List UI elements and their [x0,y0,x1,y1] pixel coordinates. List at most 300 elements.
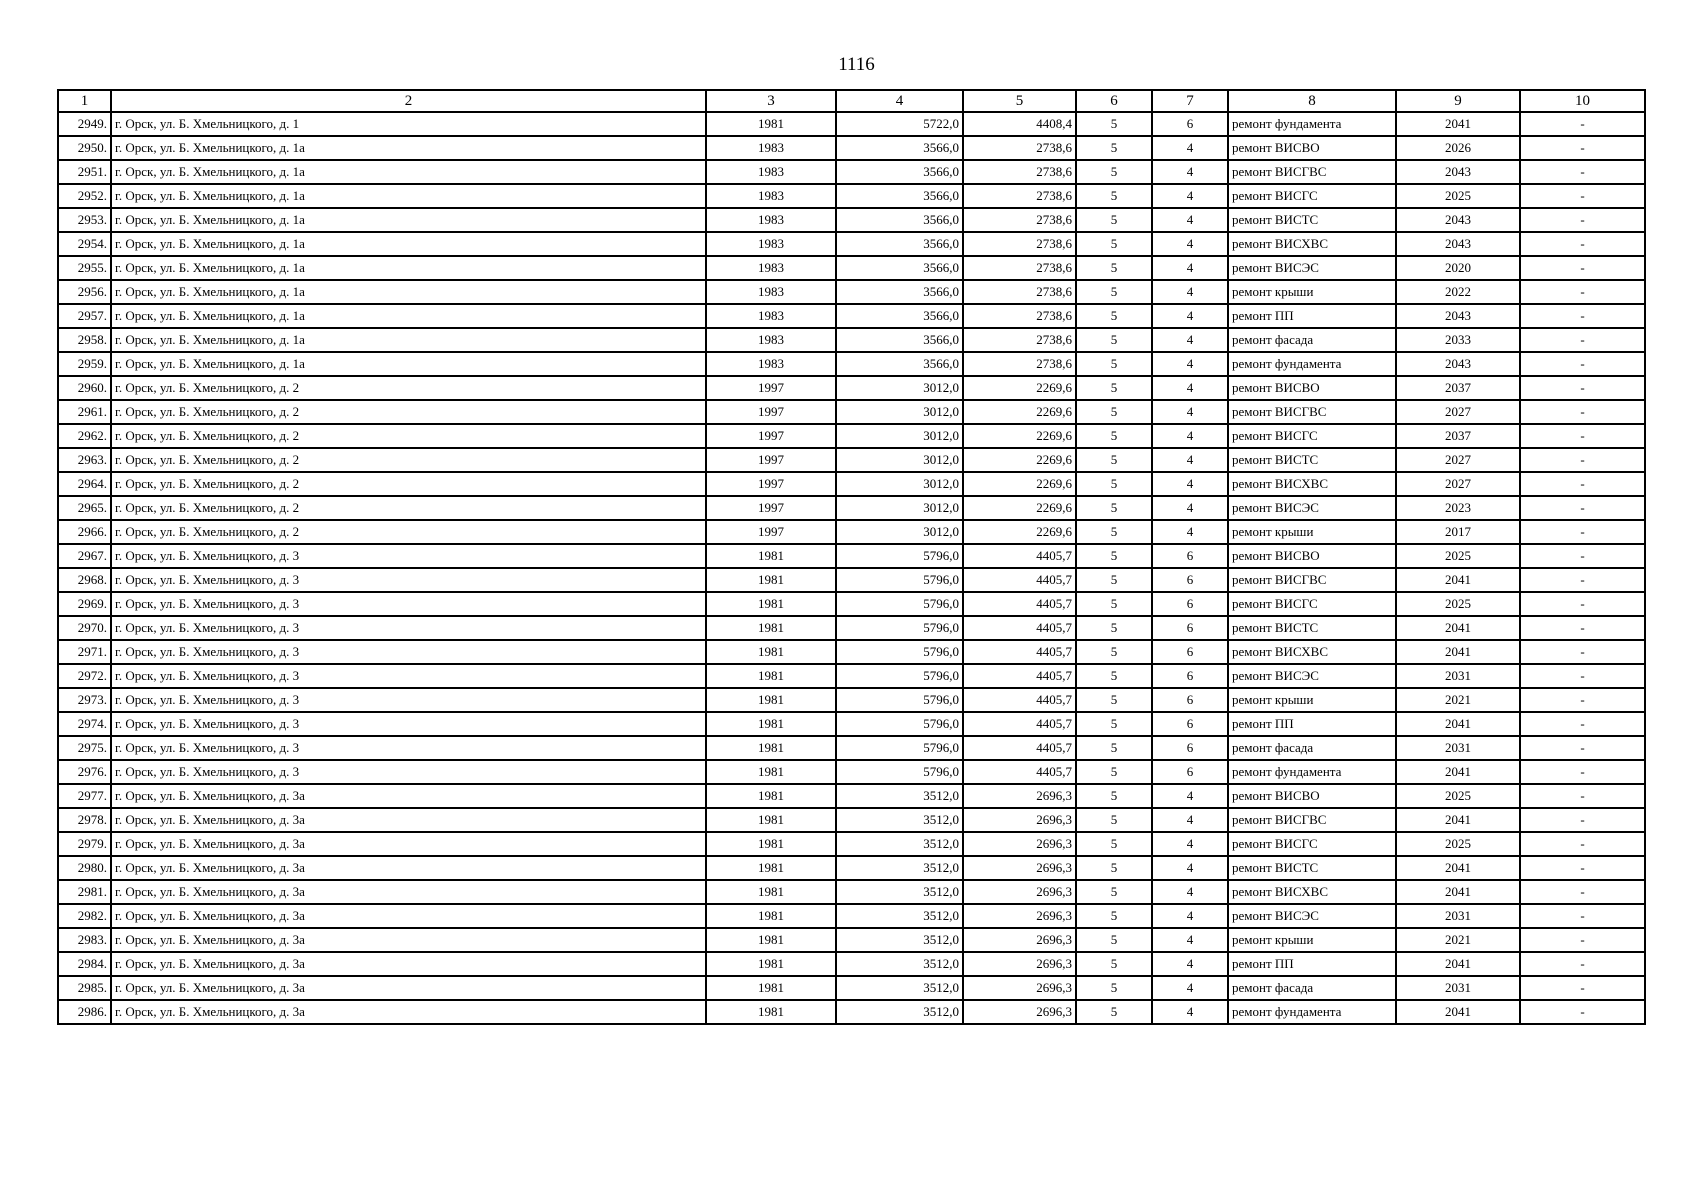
table-body [58,112,1645,1024]
cell-floors: 5 [1076,232,1152,256]
cell-row-number: 2983. [58,928,111,952]
cell-note: - [1520,232,1645,256]
cell-row-number: 2973. [58,688,111,712]
cell-floors: 5 [1076,520,1152,544]
cell-floors: 5 [1076,832,1152,856]
cell-address: г. Орск, ул. Б. Хмельницкого, д. 3 [111,592,706,616]
cell-floors: 5 [1076,1000,1152,1024]
cell-address: г. Орск, ул. Б. Хмельницкого, д. 2 [111,472,706,496]
cell-floors: 5 [1076,856,1152,880]
cell-work-type: ремонт ВИСГС [1228,184,1396,208]
cell-entrances: 4 [1152,976,1228,1000]
cell-row-number: 2969. [58,592,111,616]
cell-floors: 5 [1076,976,1152,1000]
column-header-1: 1 [58,90,111,112]
table-row [58,160,1645,184]
cell-floors: 5 [1076,208,1152,232]
cell-total-area: 3566,0 [836,352,963,376]
table-row [58,904,1645,928]
table-row [58,232,1645,256]
cell-floors: 5 [1076,688,1152,712]
cell-year-planned: 2041 [1396,568,1520,592]
cell-row-number: 2980. [58,856,111,880]
cell-address: г. Орск, ул. Б. Хмельницкого, д. 1 [111,112,706,136]
cell-floors: 5 [1076,112,1152,136]
cell-note: - [1520,112,1645,136]
table-row [58,544,1645,568]
cell-address: г. Орск, ул. Б. Хмельницкого, д. 3 [111,760,706,784]
cell-row-number: 2957. [58,304,111,328]
cell-floors: 5 [1076,376,1152,400]
data-table [57,89,1646,1025]
cell-year-planned: 2041 [1396,952,1520,976]
table-row [58,424,1645,448]
cell-address: г. Орск, ул. Б. Хмельницкого, д. 3 [111,568,706,592]
cell-year-planned: 2027 [1396,400,1520,424]
cell-row-number: 2960. [58,376,111,400]
table-row [58,736,1645,760]
cell-floors: 5 [1076,808,1152,832]
table-row [58,136,1645,160]
cell-floors: 5 [1076,760,1152,784]
cell-row-number: 2967. [58,544,111,568]
cell-address: г. Орск, ул. Б. Хмельницкого, д. 3 [111,712,706,736]
column-header-8: 8 [1228,90,1396,112]
cell-floors: 5 [1076,280,1152,304]
cell-floors: 5 [1076,712,1152,736]
column-header-9: 9 [1396,90,1520,112]
cell-floors: 5 [1076,592,1152,616]
cell-entrances: 6 [1152,712,1228,736]
cell-work-type: ремонт фундамента [1228,1000,1396,1024]
cell-build-year: 1981 [706,664,836,688]
cell-build-year: 1981 [706,568,836,592]
cell-build-year: 1981 [706,760,836,784]
cell-entrances: 4 [1152,376,1228,400]
cell-row-number: 2953. [58,208,111,232]
cell-work-type: ремонт ВИСГВС [1228,568,1396,592]
cell-floors: 5 [1076,352,1152,376]
cell-build-year: 1983 [706,280,836,304]
cell-address: г. Орск, ул. Б. Хмельницкого, д. 2 [111,520,706,544]
cell-total-area: 5796,0 [836,640,963,664]
cell-entrances: 6 [1152,736,1228,760]
cell-work-type: ремонт крыши [1228,928,1396,952]
cell-note: - [1520,688,1645,712]
cell-address: г. Орск, ул. Б. Хмельницкого, д. 1а [111,352,706,376]
cell-entrances: 4 [1152,472,1228,496]
cell-total-area: 3566,0 [836,232,963,256]
cell-note: - [1520,448,1645,472]
cell-note: - [1520,616,1645,640]
cell-build-year: 1981 [706,976,836,1000]
table-row [58,472,1645,496]
table-row [58,520,1645,544]
cell-living-area: 2696,3 [963,784,1076,808]
cell-living-area: 2696,3 [963,976,1076,1000]
table-row [58,328,1645,352]
cell-year-planned: 2041 [1396,112,1520,136]
cell-year-planned: 2043 [1396,160,1520,184]
cell-build-year: 1981 [706,688,836,712]
cell-floors: 5 [1076,784,1152,808]
cell-address: г. Орск, ул. Б. Хмельницкого, д. 1а [111,136,706,160]
cell-total-area: 3566,0 [836,328,963,352]
cell-living-area: 2738,6 [963,208,1076,232]
cell-address: г. Орск, ул. Б. Хмельницкого, д. 3а [111,976,706,1000]
cell-total-area: 3512,0 [836,1000,963,1024]
cell-note: - [1520,280,1645,304]
cell-work-type: ремонт ВИСЭС [1228,904,1396,928]
cell-floors: 5 [1076,616,1152,640]
cell-total-area: 3512,0 [836,880,963,904]
cell-build-year: 1983 [706,232,836,256]
table-row [58,208,1645,232]
cell-total-area: 3512,0 [836,784,963,808]
cell-year-planned: 2031 [1396,904,1520,928]
table-row [58,712,1645,736]
cell-work-type: ремонт ВИСЭС [1228,256,1396,280]
cell-work-type: ремонт крыши [1228,688,1396,712]
cell-row-number: 2986. [58,1000,111,1024]
cell-total-area: 3512,0 [836,976,963,1000]
cell-total-area: 3566,0 [836,160,963,184]
cell-living-area: 2738,6 [963,352,1076,376]
cell-build-year: 1983 [706,136,836,160]
cell-row-number: 2965. [58,496,111,520]
cell-work-type: ремонт фундамента [1228,352,1396,376]
cell-entrances: 6 [1152,616,1228,640]
cell-row-number: 2981. [58,880,111,904]
cell-year-planned: 2041 [1396,856,1520,880]
cell-note: - [1520,976,1645,1000]
cell-year-planned: 2017 [1396,520,1520,544]
cell-floors: 5 [1076,736,1152,760]
cell-entrances: 4 [1152,1000,1228,1024]
cell-note: - [1520,304,1645,328]
cell-note: - [1520,136,1645,160]
cell-entrances: 4 [1152,208,1228,232]
cell-living-area: 2738,6 [963,232,1076,256]
cell-entrances: 4 [1152,904,1228,928]
cell-row-number: 2961. [58,400,111,424]
cell-living-area: 2269,6 [963,424,1076,448]
cell-build-year: 1981 [706,712,836,736]
cell-living-area: 2738,6 [963,256,1076,280]
cell-address: г. Орск, ул. Б. Хмельницкого, д. 3а [111,904,706,928]
cell-entrances: 4 [1152,808,1228,832]
cell-living-area: 2269,6 [963,376,1076,400]
cell-build-year: 1983 [706,328,836,352]
cell-year-planned: 2025 [1396,832,1520,856]
cell-address: г. Орск, ул. Б. Хмельницкого, д. 3 [111,640,706,664]
cell-row-number: 2951. [58,160,111,184]
page-number: 1116 [838,54,875,75]
cell-note: - [1520,400,1645,424]
cell-work-type: ремонт ПП [1228,952,1396,976]
cell-address: г. Орск, ул. Б. Хмельницкого, д. 3а [111,880,706,904]
cell-build-year: 1983 [706,208,836,232]
cell-year-planned: 2031 [1396,736,1520,760]
cell-work-type: ремонт ВИСВО [1228,544,1396,568]
column-header-5: 5 [963,90,1076,112]
cell-floors: 5 [1076,160,1152,184]
cell-note: - [1520,256,1645,280]
table-row [58,784,1645,808]
cell-row-number: 2963. [58,448,111,472]
cell-year-planned: 2043 [1396,304,1520,328]
cell-living-area: 2738,6 [963,184,1076,208]
cell-entrances: 4 [1152,232,1228,256]
cell-total-area: 3566,0 [836,136,963,160]
cell-build-year: 1997 [706,448,836,472]
column-header-6: 6 [1076,90,1152,112]
cell-row-number: 2954. [58,232,111,256]
cell-entrances: 4 [1152,352,1228,376]
cell-year-planned: 2022 [1396,280,1520,304]
cell-entrances: 4 [1152,496,1228,520]
cell-note: - [1520,760,1645,784]
table-row [58,568,1645,592]
cell-build-year: 1981 [706,928,836,952]
cell-entrances: 4 [1152,520,1228,544]
cell-build-year: 1983 [706,160,836,184]
cell-entrances: 4 [1152,424,1228,448]
cell-year-planned: 2037 [1396,376,1520,400]
cell-total-area: 5796,0 [836,568,963,592]
table-row [58,616,1645,640]
cell-entrances: 4 [1152,256,1228,280]
cell-row-number: 2962. [58,424,111,448]
cell-year-planned: 2043 [1396,352,1520,376]
cell-address: г. Орск, ул. Б. Хмельницкого, д. 1а [111,184,706,208]
cell-build-year: 1981 [706,112,836,136]
cell-work-type: ремонт ВИСТС [1228,616,1396,640]
cell-year-planned: 2041 [1396,1000,1520,1024]
cell-build-year: 1983 [706,256,836,280]
table-row [58,304,1645,328]
cell-year-planned: 2021 [1396,928,1520,952]
cell-work-type: ремонт ВИСВО [1228,784,1396,808]
cell-total-area: 5796,0 [836,616,963,640]
table-row [58,952,1645,976]
cell-build-year: 1997 [706,520,836,544]
cell-total-area: 5796,0 [836,592,963,616]
cell-living-area: 4405,7 [963,664,1076,688]
cell-entrances: 4 [1152,856,1228,880]
cell-year-planned: 2033 [1396,328,1520,352]
cell-floors: 5 [1076,256,1152,280]
cell-entrances: 4 [1152,928,1228,952]
cell-row-number: 2968. [58,568,111,592]
cell-floors: 5 [1076,328,1152,352]
cell-row-number: 2970. [58,616,111,640]
cell-build-year: 1981 [706,736,836,760]
table-row [58,376,1645,400]
cell-work-type: ремонт ВИСТС [1228,208,1396,232]
cell-row-number: 2964. [58,472,111,496]
column-header-3: 3 [706,90,836,112]
cell-build-year: 1997 [706,496,836,520]
cell-total-area: 3512,0 [836,856,963,880]
cell-year-planned: 2041 [1396,760,1520,784]
cell-living-area: 4405,7 [963,640,1076,664]
cell-total-area: 3012,0 [836,520,963,544]
cell-note: - [1520,832,1645,856]
table-row [58,400,1645,424]
table-row [58,592,1645,616]
cell-entrances: 4 [1152,784,1228,808]
cell-total-area: 5722,0 [836,112,963,136]
cell-note: - [1520,640,1645,664]
cell-work-type: ремонт ВИСГВС [1228,400,1396,424]
cell-row-number: 2984. [58,952,111,976]
cell-address: г. Орск, ул. Б. Хмельницкого, д. 3а [111,832,706,856]
cell-floors: 5 [1076,952,1152,976]
cell-work-type: ремонт ПП [1228,304,1396,328]
cell-row-number: 2966. [58,520,111,544]
cell-address: г. Орск, ул. Б. Хмельницкого, д. 3а [111,1000,706,1024]
cell-total-area: 3012,0 [836,448,963,472]
cell-address: г. Орск, ул. Б. Хмельницкого, д. 2 [111,448,706,472]
cell-address: г. Орск, ул. Б. Хмельницкого, д. 1а [111,304,706,328]
cell-work-type: ремонт ВИСГВС [1228,808,1396,832]
cell-work-type: ремонт ВИСХВС [1228,232,1396,256]
cell-build-year: 1981 [706,784,836,808]
cell-address: г. Орск, ул. Б. Хмельницкого, д. 2 [111,400,706,424]
cell-work-type: ремонт фасада [1228,736,1396,760]
cell-year-planned: 2041 [1396,880,1520,904]
cell-address: г. Орск, ул. Б. Хмельницкого, д. 2 [111,496,706,520]
cell-total-area: 5796,0 [836,712,963,736]
cell-build-year: 1981 [706,1000,836,1024]
cell-total-area: 3012,0 [836,376,963,400]
cell-build-year: 1983 [706,352,836,376]
cell-work-type: ремонт ВИСХВС [1228,880,1396,904]
cell-row-number: 2975. [58,736,111,760]
cell-living-area: 2696,3 [963,1000,1076,1024]
cell-note: - [1520,472,1645,496]
cell-address: г. Орск, ул. Б. Хмельницкого, д. 1а [111,232,706,256]
cell-work-type: ремонт ВИСГС [1228,424,1396,448]
cell-floors: 5 [1076,640,1152,664]
cell-total-area: 3512,0 [836,928,963,952]
table-row [58,112,1645,136]
cell-living-area: 4405,7 [963,568,1076,592]
cell-total-area: 5796,0 [836,760,963,784]
cell-address: г. Орск, ул. Б. Хмельницкого, д. 3а [111,928,706,952]
cell-living-area: 2738,6 [963,280,1076,304]
cell-build-year: 1983 [706,184,836,208]
cell-year-planned: 2020 [1396,256,1520,280]
cell-entrances: 6 [1152,592,1228,616]
cell-work-type: ремонт фасада [1228,976,1396,1000]
cell-build-year: 1981 [706,880,836,904]
cell-year-planned: 2041 [1396,640,1520,664]
cell-floors: 5 [1076,568,1152,592]
cell-row-number: 2959. [58,352,111,376]
cell-year-planned: 2037 [1396,424,1520,448]
cell-living-area: 2269,6 [963,520,1076,544]
column-header-10: 10 [1520,90,1645,112]
cell-floors: 5 [1076,496,1152,520]
cell-address: г. Орск, ул. Б. Хмельницкого, д. 3 [111,616,706,640]
cell-year-planned: 2026 [1396,136,1520,160]
table-row [58,1000,1645,1024]
table-row [58,352,1645,376]
cell-row-number: 2976. [58,760,111,784]
table-row [58,976,1645,1000]
cell-work-type: ремонт ВИСТС [1228,856,1396,880]
cell-note: - [1520,808,1645,832]
cell-address: г. Орск, ул. Б. Хмельницкого, д. 1а [111,160,706,184]
cell-note: - [1520,184,1645,208]
table-row [58,808,1645,832]
cell-entrances: 4 [1152,952,1228,976]
cell-living-area: 4405,7 [963,712,1076,736]
cell-living-area: 2269,6 [963,496,1076,520]
cell-address: г. Орск, ул. Б. Хмельницкого, д. 2 [111,424,706,448]
cell-entrances: 6 [1152,544,1228,568]
table-row [58,640,1645,664]
cell-entrances: 6 [1152,640,1228,664]
cell-total-area: 3512,0 [836,904,963,928]
cell-year-planned: 2025 [1396,592,1520,616]
cell-row-number: 2974. [58,712,111,736]
cell-note: - [1520,664,1645,688]
cell-entrances: 6 [1152,664,1228,688]
cell-note: - [1520,880,1645,904]
cell-living-area: 2696,3 [963,808,1076,832]
cell-total-area: 3512,0 [836,952,963,976]
cell-row-number: 2956. [58,280,111,304]
cell-build-year: 1981 [706,616,836,640]
cell-work-type: ремонт ВИСЭС [1228,496,1396,520]
cell-year-planned: 2041 [1396,712,1520,736]
cell-row-number: 2949. [58,112,111,136]
cell-note: - [1520,784,1645,808]
cell-entrances: 6 [1152,568,1228,592]
cell-build-year: 1981 [706,808,836,832]
cell-total-area: 3512,0 [836,808,963,832]
cell-note: - [1520,736,1645,760]
cell-total-area: 3566,0 [836,184,963,208]
cell-total-area: 3012,0 [836,400,963,424]
cell-living-area: 2269,6 [963,472,1076,496]
cell-year-planned: 2023 [1396,496,1520,520]
cell-living-area: 2696,3 [963,928,1076,952]
table-row [58,760,1645,784]
cell-address: г. Орск, ул. Б. Хмельницкого, д. 1а [111,208,706,232]
cell-living-area: 2269,6 [963,400,1076,424]
table-row [58,184,1645,208]
cell-total-area: 3012,0 [836,424,963,448]
column-header-7: 7 [1152,90,1228,112]
table-row [58,928,1645,952]
header-row [58,90,1645,112]
cell-build-year: 1981 [706,904,836,928]
cell-work-type: ремонт фундамента [1228,760,1396,784]
cell-build-year: 1997 [706,376,836,400]
cell-row-number: 2979. [58,832,111,856]
cell-total-area: 3512,0 [836,832,963,856]
cell-work-type: ремонт ВИСГС [1228,592,1396,616]
column-header-2: 2 [111,90,706,112]
cell-total-area: 3566,0 [836,208,963,232]
cell-note: - [1520,712,1645,736]
cell-entrances: 4 [1152,832,1228,856]
cell-total-area: 3566,0 [836,256,963,280]
